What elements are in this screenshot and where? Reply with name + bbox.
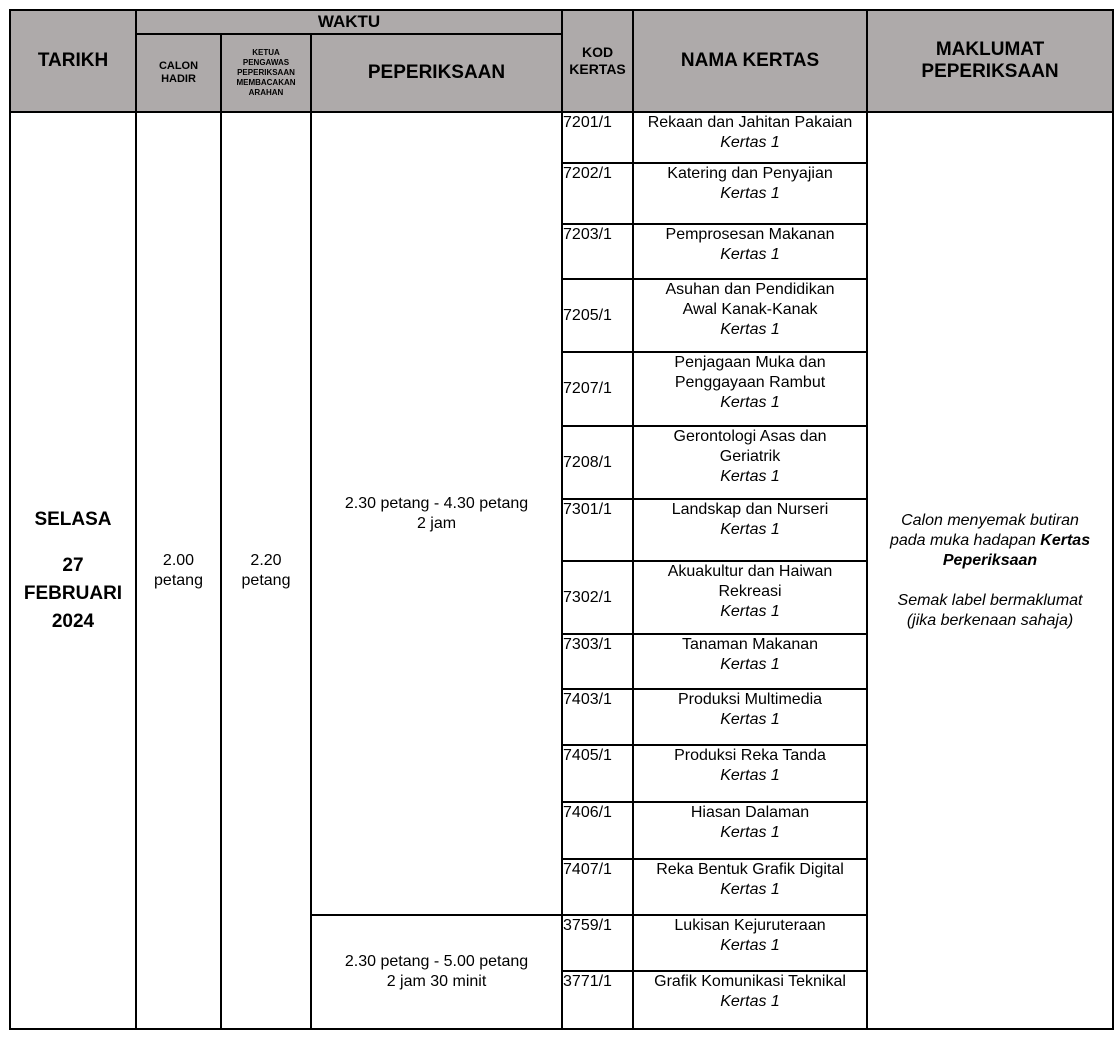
header-maklumat-peperiksaan: MAKLUMAT PEPERIKSAAN [867,10,1113,112]
paper-code: 7302/1 [562,561,633,634]
paper-code: 7301/1 [562,499,633,561]
paper-code: 7201/1 [562,112,633,163]
paper-name: Katering dan Penyajian Kertas 1 [633,163,867,224]
exam-schedule-table [9,9,1114,1030]
paper-name: Grafik Komunikasi Teknikal Kertas 1 [633,971,867,1029]
ketua-pengawas-time: 2.20 petang [221,112,311,1029]
paper-name: Asuhan dan Pendidikan Awal Kanak-Kanak Kertas 1 [633,279,867,352]
exam-day: SELASA [34,508,112,530]
paper-name: Produksi Multimedia Kertas 1 [633,689,867,745]
header-waktu: WAKTU [136,10,562,34]
paper-name: Hiasan Dalaman Kertas 1 [633,802,867,859]
exam-info: Calon menyemak butiran pada muka hadapan Kertas Peperiksaan Semak label bermaklumat (jika berkenaan sahaja) [867,112,1113,1029]
paper-name: Landskap dan Nurseri Kertas 1 [633,499,867,561]
paper-name: Akuakultur dan Haiwan Rekreasi Kertas 1 [633,561,867,634]
header-peperiksaan: PEPERIKSAAN [311,34,562,112]
header-nama-kertas: NAMA KERTAS [633,10,867,112]
exam-date-num: 27 [62,554,84,576]
paper-code: 7303/1 [562,634,633,689]
paper-code: 7207/1 [562,352,633,426]
exam-year: 2024 [51,610,95,632]
header-ketua-pengawas: KETUA PENGAWAS PEPERIKSAAN MEMBACAKAN ARAHAN [221,34,311,112]
paper-name: Produksi Reka Tanda Kertas 1 [633,745,867,802]
paper-name: Tanaman Makanan Kertas 1 [633,634,867,689]
paper-code: 7202/1 [562,163,633,224]
exam-date [10,112,136,1029]
paper-code: 7405/1 [562,745,633,802]
paper-name: Lukisan Kejuruteraan Kertas 1 [633,915,867,971]
exam-month: FEBRUARI [23,582,123,604]
calon-hadir-time: 2.00 petang [136,112,221,1029]
paper-name: Rekaan dan Jahitan Pakaian Kertas 1 [633,112,867,163]
paper-code: 7406/1 [562,802,633,859]
paper-code: 7403/1 [562,689,633,745]
paper-name: Gerontologi Asas dan Geriatrik Kertas 1 [633,426,867,499]
paper-name: Pemprosesan Makanan Kertas 1 [633,224,867,279]
paper-code: 3771/1 [562,971,633,1029]
paper-name: Penjagaan Muka dan Penggayaan Rambut Kertas 1 [633,352,867,426]
paper-name: Reka Bentuk Grafik Digital Kertas 1 [633,859,867,915]
session-time-2: 2.30 petang - 5.00 petang 2 jam 30 minit [311,915,562,1029]
header-calon-hadir: CALON HADIR [136,34,221,112]
paper-code: 3759/1 [562,915,633,971]
header-kod-kertas: KOD KERTAS [562,10,633,112]
header-tarikh: TARIKH [10,10,136,112]
paper-code: 7203/1 [562,224,633,279]
session-time-1: 2.30 petang - 4.30 petang 2 jam [311,112,562,915]
paper-code: 7205/1 [562,279,633,352]
paper-code: 7208/1 [562,426,633,499]
paper-code: 7407/1 [562,859,633,915]
